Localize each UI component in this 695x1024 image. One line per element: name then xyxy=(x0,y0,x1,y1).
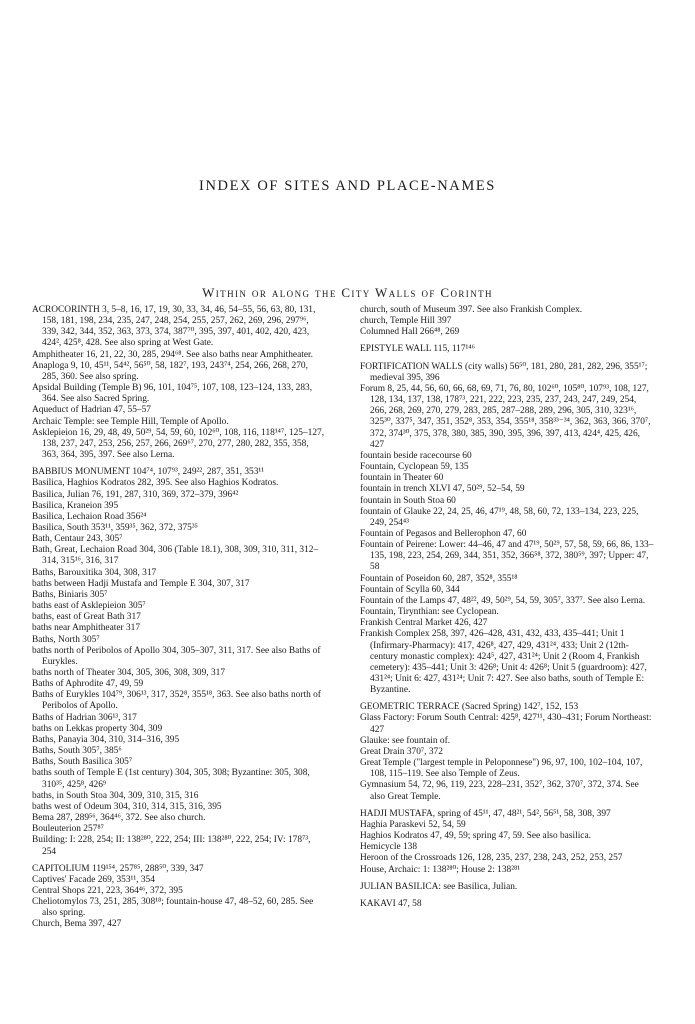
index-entry: KAKAVI 47, 58 xyxy=(360,898,422,909)
index-entry: Apsidal Building (Temple B) 96, 101, 104⁷⁵, 107, 108, 123–124, 133, 283, 364. See also Sacred Spring. xyxy=(32,383,313,405)
index-entry: baths north of Theater 304, 305, 306, 308, 309, 317 xyxy=(32,668,226,678)
index-column-right xyxy=(360,305,654,910)
index-entry: GEOMETRIC TERRACE (Sacred Spring) 142⁷, 152, 153 xyxy=(360,702,579,713)
index-entry: Baths, South Basilica 305⁷ xyxy=(32,757,133,768)
index-entry: baths, in South Stoa 304, 309, 310, 315, 316 xyxy=(32,790,199,801)
index-entry: church, south of Museum 397. See also Frankish Complex. xyxy=(360,305,583,315)
index-entry: FORTIFICATION WALLS (city walls) 56⁵⁰, 181, 280, 281, 282, 296, 355¹⁷; medieval 395, 396 xyxy=(360,361,648,383)
index-entry: Bouleuterion 257⁸⁷ xyxy=(32,824,104,835)
index-entry: CAPITOLIUM 119¹⁵⁴, 257⁸⁵, 288⁵⁰, 339, 347 xyxy=(32,863,204,874)
index-entry: Gymnasium 54, 72, 96, 119, 223, 228–231, 352⁷, 362, 370⁷, 372, 374. See also Great Temple. xyxy=(360,780,639,802)
index-entry: Fountain of Pegasos and Bellerophon 47, 60 xyxy=(360,528,527,539)
index-entry: Baths of Hadrian 306¹³, 317 xyxy=(32,712,137,723)
index-entry: baths, east of Great Bath 317 xyxy=(32,612,141,623)
index-entry: Forum 8, 25, 44, 56, 60, 66, 68, 69, 71, 76, 80, 102⁶⁰, 105⁸⁰, 107⁹³, 108, 127, 128, 134, 137, 138, 178⁷³, 221, 222, 223, 235, 237, 243, 247, 249, 254, 266, 268, 269, 270, 279, 283, 285, 287–288, 289, 296, 305, 310, 323¹⁶, 325³⁰, 337⁵, 347, 351, 352⁸, 353, 354, 355¹⁸, 358³³⁻³⁴, 362, 363, 366, 370⁷, 372, 374³⁰, 375, 378, 380, 385, 390, 395, 396, 397, 413, 424⁴, 425, 426, 427 xyxy=(360,383,651,450)
index-entry: HADJI MUSTAFA, spring of 45¹¹, 47, 48²¹, 54², 56⁵¹, 58, 308, 397 xyxy=(360,808,611,819)
index-entry: Basilica, Haghios Kodratos 282, 395. See also Haghios Kodratos. xyxy=(32,478,279,489)
index-entry: baths north of Peribolos of Apollo 304, 305–307, 311, 317. See also Baths of Eurykles. xyxy=(32,645,321,667)
index-entry: Columned Hall 266⁴⁸, 269 xyxy=(360,327,460,338)
index-entry: Glauke: see fountain of. xyxy=(360,735,451,746)
index-entry: Great Temple ("largest temple in Peloponnese") 96, 97, 100, 102–104, 107, 108, 115–119. See also Temple of Zeus. xyxy=(360,758,643,780)
index-entry: Fountain, Cyclopean 59, 135 xyxy=(360,462,469,473)
index-entry: Baths, South 305⁷, 385⁶ xyxy=(32,746,122,757)
index-entry: fountain in Theater 60 xyxy=(360,473,444,484)
index-entry: House, Archaic: 1: 138²⁸⁰; House 2: 138²⁸¹ xyxy=(360,864,521,875)
index-entry: Aqueduct of Hadrian 47, 55–57 xyxy=(32,405,151,416)
index-entry: Frankish Complex 258, 397, 426–428, 431, 432, 433, 435–441; Unit 1 (Infirmary-Pharmacy): 417, 426⁸, 427, 429, 431²⁴, 433; Unit 2 (12th-century monastic complex): 424⁵, 427, 431²⁴; Unit 2 (Room 4, Frankish cemetery): 435–441; Unit 3: 426⁸; Unit 4: 426⁸; Unit 5 (guardroom): 427, 431²⁴; Unit 6: 427, 431²⁴; Unit 7: 427. See also baths, south of Temple E: Byzantine. xyxy=(360,629,647,696)
index-entry: Amphitheater 16, 21, 22, 30, 285, 294⁶⁸. See also baths near Amphitheater. xyxy=(32,349,313,360)
index-entry: baths near Amphitheater 317 xyxy=(32,623,141,634)
index-entry: fountain in South Stoa 60 xyxy=(360,495,456,506)
index-entry: Anaploga 9, 10, 45¹¹, 54⁴², 56⁵⁰, 58, 182⁷, 193, 243⁷⁴, 254, 266, 268, 270, 285, 360. See also spring. xyxy=(32,360,308,382)
index-column-left xyxy=(32,305,326,931)
index-entry: fountain of Glauke 22, 24, 25, 46, 47¹⁹, 48, 58, 60, 72, 133–134, 223, 225, 249, 254⁴³ xyxy=(360,506,639,528)
index-entry: Haghia Paraskevi 52, 54, 59 xyxy=(360,819,466,830)
index-entry: fountain beside racecourse 60 xyxy=(360,450,472,461)
index-entry: Fountain of Scylla 60, 344 xyxy=(360,584,460,595)
index-entry: Church, Bema 397, 427 xyxy=(32,919,122,930)
index-entry: Baths, Panayia 304, 310, 314–316, 395 xyxy=(32,734,180,745)
index-entry: Central Shops 221, 223, 364⁴⁶, 372, 395 xyxy=(32,885,183,896)
index-entry: Frankish Central Market 426, 427 xyxy=(360,618,488,629)
index-entry: Archaic Temple: see Temple Hill, Temple of Apollo. xyxy=(32,416,229,427)
index-entry: Basilica, Lechaion Road 356²⁴ xyxy=(32,511,147,522)
index-entry: fountain in trench XLVI 47, 50²⁹, 52–54, 59 xyxy=(360,484,525,495)
index-entry: Asklepieion 16, 29, 48, 49, 50²⁹, 54, 59, 60, 102⁶⁰, 108, 116, 118¹⁴⁷, 125–127, 138, 237, 247, 253, 256, 257, 266, 269⁶⁷, 270, 277, 280, 282, 355, 358, 363, 364, 395, 397. See also Lerna. xyxy=(32,427,325,461)
index-entry: baths east of Asklepieion 305⁷ xyxy=(32,601,146,612)
index-entry: baths south of Temple E (1st century) 304, 305, 308; Byzantine: 305, 308, 310³⁵, 425⁸, 426⁹ xyxy=(32,768,310,790)
index-entry: BABBIUS MONUMENT 104⁷⁴, 107⁹³, 249²², 287, 351, 353¹¹ xyxy=(32,467,265,478)
index-entry: baths between Hadji Mustafa and Temple E 304, 307, 317 xyxy=(32,578,250,589)
index-entry: baths on Lekkas property 304, 309 xyxy=(32,723,163,734)
index-entry: Bema 287, 289⁵⁶, 364⁴⁶, 372. See also church. xyxy=(32,813,206,824)
index-entry: Heroon of the Crossroads 126, 128, 235, 237, 238, 243, 252, 253, 257 xyxy=(360,853,623,864)
index-entry: Baths, Biniaris 305⁷ xyxy=(32,589,108,600)
index-entry: Great Drain 370⁷, 372 xyxy=(360,746,443,757)
index-entry: JULIAN BASILICA: see Basilica, Julian. xyxy=(360,881,518,892)
index-entry: Haghios Kodratos 47, 49, 59; spring 47, 59. See also basilica. xyxy=(360,831,591,842)
index-entry: Hemicycle 138 xyxy=(360,842,418,853)
index-entry: Baths, Barouxitika 304, 308, 317 xyxy=(32,567,157,578)
index-entry: ACROCORINTH 3, 5–8, 16, 17, 19, 30, 33, 34, 46, 54–55, 56, 63, 80, 131, 158, 181, 198, 234, 235, 247, 248, 254, 255, 257, 262, 269, 296, 297⁹⁶, 339, 342, 344, 352, 363, 373, 374, 387⁷⁰, 395, 397, 401, 402, 420, 423, 424², 425⁸, 428. See also spring at West Gate. xyxy=(32,305,316,349)
index-entry: baths west of Odeum 304, 310, 314, 315, 316, 395 xyxy=(32,801,222,812)
index-entry: Fountain, Tirynthian: see Cyclopean. xyxy=(360,607,499,618)
index-entry: Cheliotomylos 73, 251, 285, 308¹⁸; fountain-house 47, 48–52, 60, 285. See also spring. xyxy=(32,897,314,919)
index-entry: Fountain of Peirene: Lower: 44–46, 47 and 47¹⁹, 50²⁹, 57, 58, 59, 66, 86, 133–135, 198, 223, 254, 269, 344, 351, 352, 366⁵⁸, 372, 380⁵⁹, 397; Upper: 47, 58 xyxy=(360,540,654,573)
index-entry: Bath, Great, Lechaion Road 304, 306 (Table 18.1), 308, 309, 310, 311, 312–314, 315¹⁶, 316, 317 xyxy=(32,545,319,567)
index-entry: Bath, Centaur 243, 305⁷ xyxy=(32,534,123,545)
index-entry: Basilica, Kraneion 395 xyxy=(32,500,119,511)
index-entry: Fountain of Poseidon 60, 287, 352⁸, 355¹⁸ xyxy=(360,573,518,584)
index-entry: Captives' Facade 269, 353¹¹, 354 xyxy=(32,874,155,885)
index-entry: church, Temple Hill 397 xyxy=(360,316,452,327)
index-entry: Basilica, South 353¹¹, 359³⁵, 362, 372, 375³⁵ xyxy=(32,522,198,533)
index-entry: Baths of Aphrodite 47, 49, 59 xyxy=(32,679,144,690)
index-entry: Fountain of the Lamps 47, 48²², 49, 50²⁹, 54, 59, 305⁷, 337⁷. See also Lerna. xyxy=(360,595,646,606)
index-entry: Basilica, Julian 76, 191, 287, 310, 369, 372–379, 396⁴² xyxy=(32,489,239,500)
index-entry: Glass Factory: Forum South Central: 425⁸, 427¹¹, 430–431; Forum Northeast: 427 xyxy=(360,713,652,735)
index-entry: Building: I: 228, 254; II: 138²⁸⁰, 222, 254; III: 138²⁸⁰, 222, 254; IV: 178⁷³, 254 xyxy=(32,835,311,857)
index-entry: EPISTYLE WALL 115, 117¹⁴⁶ xyxy=(360,344,475,355)
index-entry: Baths of Eurykles 104⁷⁹, 306¹³, 317, 352⁸, 355¹⁸, 363. See also baths north of Peribolos of Apollo. xyxy=(32,690,321,712)
index-entry: Baths, North 305⁷ xyxy=(32,634,100,645)
page-title: INDEX OF SITES AND PLACE-NAMES xyxy=(199,178,496,194)
section-heading: Within or along the City Walls of Corinth xyxy=(202,285,493,300)
